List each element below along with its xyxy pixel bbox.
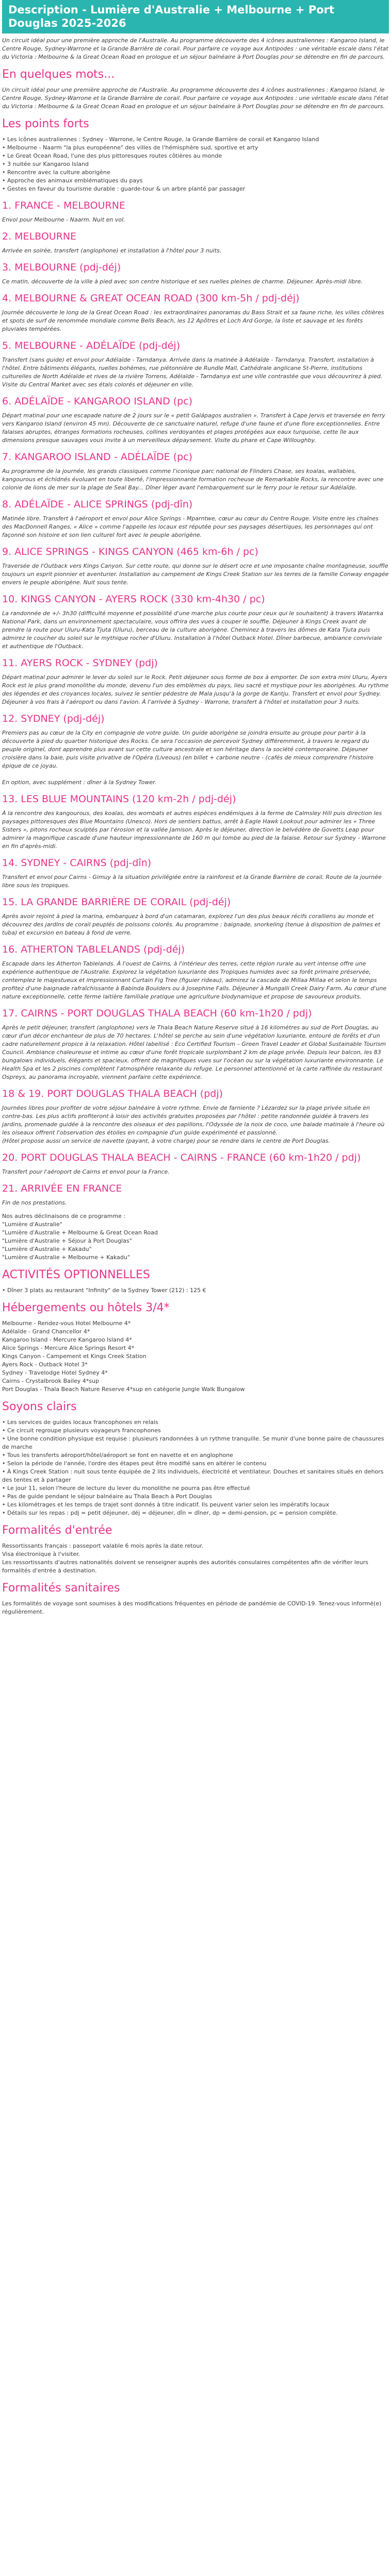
- day-text: Arrivée en soirée, transfert (anglophone) et installation à l'hôtel pour 3 nuits.: [2, 247, 222, 254]
- declinaison-line: "Lumière d'Australie + Melbourne + Kakadu": [2, 1254, 130, 1261]
- day-text: Premiers pas au cœur de la City en compagnie de votre guide. Un guide aborigène se joindra ensuite au groupe pour partir à la découverte à pied du quartier historique des Rocks. Ce sera l'occasion de percevoir Sydney différemment, à travers le regard du peuple originel, dont apprendre plus avant sur cette culture ancestrale et son héritage dans la société contemporaine. Déjeuner croisière dans la baie, puis visite privative de l'Opéra (Liveous) (en billet + carbone neutre - (cafés de mieux comprendre l'histoire épique de ce joyau. En option, avec supplément : dîner à la Sydney Tower.: [2, 730, 373, 786]
- hebergement-line: Adélaïde - Grand Chancellor 4*: [2, 1328, 90, 1335]
- declinaisons-intro: Nos autres déclinaisons de ce programme :: [2, 1213, 126, 1219]
- list-item: • Ce circuit regroupe plusieurs voyageurs francophones: [2, 1427, 389, 1435]
- declinaison-line: "Lumière d'Australie": [2, 1221, 62, 1228]
- day-heading: 4. MELBOURNE & GREAT OCEAN ROAD (300 km-5h / pdj-déj): [2, 293, 300, 304]
- declinaison-line: "Lumière d'Australie + Melbourne & Great Ocean Road: [2, 1229, 158, 1236]
- section-heading-soyons-clairs: Soyons clairs: [2, 1400, 77, 1413]
- list-item: • Les icônes australiennes : Sydney - Warrone, le Centre Rouge, la Grande Barrière de corail et Kangaroo Island: [2, 135, 389, 144]
- list-item: • À Kings Creek Station : nuit sous tente équipée de 2 lits individuels, électricité et ventilateur. Douches et sanitaires situés en dehors des tentes et à partager: [2, 1468, 389, 1484]
- list-item: • Gestes en faveur du tourisme durable : guarde-tour & un arbre planté par passager: [2, 185, 389, 193]
- formalites-block: [2, 1542, 389, 1575]
- day-heading: 15. LA GRANDE BARRIÈRE DE CORAIL (pdj-déj): [2, 896, 231, 908]
- day-heading: 14. SYDNEY - CAIRNS (pdj-dîn): [2, 857, 152, 869]
- day-text: Départ matinal pour admirer le lever du soleil sur le Rock. Petit déjeuner sous forme de box à emporter. De son extra mini Uluru, Ayers Rock est le plus grand monolithe du monde, devenu l'un des emblèmes du pays, lieu sacré et mystique pour les aborigènes. Au rythme des légendes et des croyances locales, suivez le sentier pédestre de Mala jusqu'à la gorge de Kantju. Transfert et envol pour Sydney. Déjeuner à vos frais à l'aéroport ou dans l'avion. À l'arrivée à Sydney - Warrone, transfert à l'hôtel et installation pour 3 nuits.: [2, 674, 389, 705]
- section-heading-points-forts: Les points forts: [2, 117, 89, 130]
- declinaison-line: "Lumière d'Australie + Séjour à Port Douglas": [2, 1238, 132, 1244]
- soyons-clairs-list: [2, 1418, 389, 1517]
- list-item: • Tous les transferts aéroport/hôtel/aéroport se font en navette et en anglophone: [2, 1451, 389, 1460]
- day-heading: 11. AYERS ROCK - SYDNEY (pdj): [2, 657, 158, 669]
- hebergements-list: [2, 1319, 389, 1394]
- day-heading: 16. ATHERTON TABLELANDS (pdj-déj): [2, 944, 185, 955]
- formalite-line: Les ressortissants d'autres nationalités doivent se renseigner auprès des autorités consulaires compétentes afin de vérifier leurs formalités d'entrée à destination.: [2, 1559, 368, 1574]
- list-item: • 3 nuitée sur Kangaroo Island: [2, 160, 389, 168]
- day-text: Fin de nos prestations.: [2, 1199, 67, 1206]
- day-heading: 9. ALICE SPRINGS - KINGS CANYON (465 km-6h / pc): [2, 546, 258, 557]
- day-text: Départ matinal pour une escapade nature de 2 jours sur le « petit Galápagos australien ». Transfert à Cape Jervis et traversée en ferry vers Kangaroo Island (environ 45 mn). Découverte de ce sanctuaire naturel, refuge d'une faune et d'une flore exceptionnelles. Entre falaises abruptes, étranges formations rocheuses, collines verdoyantes et plages protégées aux eaux turquoise, cette île aux dimensions presque sauvages vous invite à un merveilleux dépaysement. Visite du phare et Cape Willoughby.: [2, 412, 385, 444]
- hebergement-line: Kangaroo Island - Mercure Kangaroo Island 4*: [2, 1336, 132, 1343]
- hebergement-line: Melbourne - Rendez-vous Hotel Melbourne 4*: [2, 1320, 131, 1327]
- list-item: • Une bonne condition physique est requise : plusieurs randonnées à un rythme tranquille. Se munir d'une bonne paire de chaussures de marche: [2, 1435, 389, 1451]
- itinerary: [2, 199, 389, 1207]
- day-heading: 12. SYDNEY (pdj-déj): [2, 713, 105, 724]
- list-item: • Melbourne - Naarm "la plus européenne" des villes de l'hémisphère sud, sportive et arty: [2, 144, 389, 152]
- day-text: Envol pour Melbourne - Naarm. Nuit en vol.: [2, 216, 125, 223]
- formalite-line: Visa électronique à l'visiter.: [2, 1551, 80, 1557]
- hebergement-line: Sydney - Travelodge Hotel Sydney 4*: [2, 1369, 108, 1376]
- day-text: Transfert pour l'aéroport de Cairns et envol pour la France.: [2, 1168, 170, 1175]
- sanitaires-text: Les formalités de voyage sont soumises à des modifications fréquentes en période de pandémie de COVID-19. Tenez-vous informé(e) régulièrement.: [2, 1600, 382, 1615]
- day-text: Traversée de l'Outback vers Kings Canyon. Sur cette route, qui donne sur le désert ocre et une imposante chaîne montagneuse, souffle toujours un esprit pionnier et aventurier. Installation au campement de Kings Creek Station sur les terres de la famille Conway engagée envers le peuple aborigène. Nuit sous tente.: [2, 563, 389, 586]
- list-item: • Le jour 11, selon l'heure de lecture du lever du monolithe ne pourra pas être effectué: [2, 1484, 389, 1493]
- day-text: À la rencontre des kangourous, des koalas, des wombats et autres espèces endémiques à la ferme de Calmsley Hill puis direction les paysages pittoresques des Blue Mountains (Unesco). Hors de sentiers battus, arrêt à Eagle Hawk Lookout pour admirer les « Three Sisters », pitons rocheux sculptés par l'érosion et la vallée Jamison. Après le déjeuner, direction le belvédère de Govetts Leap pour admirer la magnifique cascade d'une hauteur impressionnante de 160 m qui tombe au pied de la falaise. Retour sur Sydney - Warrone en fin d'après-midi.: [2, 810, 386, 850]
- day-heading: 20. PORT DOUGLAS THALA BEACH - CAIRNS - FRANCE (60 km-1h20 / pdj): [2, 1152, 361, 1163]
- hebergement-line: Port Douglas - Thala Beach Nature Reserve 4*sup en catégorie Jungle Walk Bungalow: [2, 1386, 245, 1393]
- day-text: Après avoir rejoint à pied la marina, embarquez à bord d'un catamaran, explorez l'un des plus beaux récifs coralliens au monde et découvrez des jardins de corail peuplés de poissons colorés. Au programme : baignade, snorkeling (tenue à disposition de palmes et tuba) et excursion en bateau à fond de verre.: [2, 913, 381, 936]
- quelques-mots-text: Un circuit idéal pour une première approche de l'Australie. Au programme découverte des 4 icônes australiennes : Kangaroo Island, le Centre Rouge, Sydney-Warrone et la Grande Barrière de corail. Pour parfaire ce voyage aux Antipodes : une véritable escale dans l'état du Victoria : Melbourne & la Great Ocean Road en prologue et un séjour balnéaire à Port Douglas pour se détendre en fin de parcours.: [2, 87, 388, 110]
- day-text: Journées libres pour profiter de votre séjour balnéaire à votre rythme. Envie de farniente ? Lézardez sur la plage privée située en contre-bas. Les plus actifs profiteront à loisir des activités gratuites proposées par l'hôtel : petite randonnée guidée à travers les jardins, promenade guidée à la rencontre des oiseaux et des papillons, l'Odyssée de la noix de coco, une balade matinale à l'heure où les oiseaux offrent l'observation des étoiles en compagnie d'un guide expérimenté et passionné. (Hôtel propose aussi un service de navette (payant, à votre charge) pour se rendre dans le centre de Port Douglas.: [2, 1105, 385, 1144]
- day-text: Au programme de la journée, les grands classiques comme l'iconique parc national de Flinders Chase, ses koalas, wallabies, kangourous et échidnés évoluant en toute liberté, l'impressionnante formation rocheuse de Remarkable Rocks, la rencontre avec une colonie de lions de mer sur la plage de Seal Bay... Dîner léger avant l'embarquement sur le ferry pour le retour sur Adélaïde.: [2, 468, 384, 491]
- hebergement-line: Alice Springs - Mercure Alice Springs Resort 4*: [2, 1345, 135, 1351]
- day-text: Ce matin, découverte de la ville à pied avec son centre historique et ses ruelles pleines de charme. Déjeuner. Après-midi libre.: [2, 278, 363, 285]
- formalite-line: Ressortissants français : passeport valable 6 mois après la date retour.: [2, 1543, 204, 1549]
- day-text: Escapade dans les Atherton Tablelands. À l'ouest de Cairns, à l'intérieur des terres, cette région rurale au vert intense offre une expérience authentique de l'Australie. Explorez la végétation luxuriante des Tropiques humides avec sa forêt primaire préservée, contemplez le majestueux et impressionnant Curtain Fig Tree (figuier rideau), admirez la cascade de Millaa Millaa et selon le temps profitez d'une baignade rafraîchissante à Babinda Boulders ou à Josephine Falls. Déjeuner à Mungalli Creek Dairy Farm. Au cœur d'une nature exceptionnelle, cette ferme laitière familiale pratique une agriculture biodynamique et propose de savoureux produits.: [2, 960, 387, 1000]
- section-heading-hebergements: Hébergements ou hôtels 3/4*: [2, 1301, 170, 1314]
- day-heading: 2. MELBOURNE: [2, 231, 77, 242]
- hebergement-line: Ayers Rock - Outback Hotel 3*: [2, 1361, 88, 1368]
- day-text: Transfert et envol pour Cairns - Gimuy à la situation privilégiée entre la rainforest et la Grande Barrière de corail. Route de la journée libre sous les tropiques.: [2, 874, 382, 889]
- activites-list: [2, 1286, 389, 1295]
- section-heading-activites: ACTIVITÉS OPTIONNELLES: [2, 1268, 150, 1281]
- intro-text: Un circuit idéal pour une première approche de l'Australie. Au programme découverte des 4 icônes australiennes : Kangaroo Island, le Centre Rouge, Sydney-Warrone et la Grande Barrière de corail. Pour parfaire ce voyage aux Antipodes : une véritable escale dans l'état du Victoria : Melbourne & la Great Ocean Road en prologue et un séjour balnéaire à Port Douglas pour se détendre en fin de parcours.: [2, 37, 388, 60]
- day-heading: 3. MELBOURNE (pdj-déj): [2, 262, 121, 273]
- list-item: • Selon la période de l'année, l'ordre des étapes peut être modifié sans en altérer le contenu: [2, 1460, 389, 1468]
- section-heading-quelques-mots: En quelques mots...: [2, 68, 115, 81]
- day-heading: 1. FRANCE - MELBOURNE: [2, 200, 125, 211]
- day-heading: 5. MELBOURNE - ADÉLAÏDE (pdj-déj): [2, 340, 181, 351]
- list-item: • Dîner 3 plats au restaurant "Infinity" de la Sydney Tower (212) : 125 €: [2, 1286, 389, 1295]
- list-item: • Rencontre avec la culture aborigène: [2, 168, 389, 177]
- list-item: • Les services de guides locaux francophones en relais: [2, 1418, 389, 1427]
- day-text: La randonnée de +/- 3h30 (difficulté moyenne et possibilité d'une marche plus courte pour ceux qui le souhaitent) à travers Watarrka National Park, dans un environnement spectaculaire, vous offrira des vues à couper le souffle. Déjeuner à Kings Creek avant de prendre la route pour Uluru-Kata Tjuta (Uluru), berceau de la culture aborigène. Cheminez à travers les dômes de Kata Tjuta puis admirez le coucher du soleil sur le mythique rocher d'Uluru. Installation à l'hôtel Outback Hotel. Dîner barbecue, ambiance conviviale et authentique de l'Outback.: [2, 610, 384, 650]
- declinaisons-block: [2, 1212, 389, 1262]
- day-text: Matinée libre. Transfert à l'aéroport et envol pour Alice Springs - Mparntwe, cœur au cœur du Centre Rouge. Visite entre les chaînes des MacDonnell Ranges, « Alice » comme l'appelle les locaux est réputée pour ses paysages désertiques, les personnages qui ont façonné son histoire et son lien culturel fort avec le peuple aborigène.: [2, 515, 379, 538]
- day-text: Après le petit déjeuner, transfert (anglophone) vers le Thala Beach Nature Reserve situé à 16 kilomètres au sud de Port Douglas, au cœur d'un décor enchanteur de plus de 70 hectares. L'hôtel se perche au sein d'une végétation luxuriante, entouré de forêts et d'un cadre naturellement propice à la relaxation. Hôtel labellisé : Eco Certified Tourism – Green Travel Leader et Global Sustainable Tourism Council. Ambiance chaleureuse et intime au cœur d'une forêt tropicale surplombant 2 km de plage privée. Depuis leur balcon, les 83 bungalows individuels, élégants et spacieux, offrent de magnifiques vues sur l'océan ou sur la végétation luxuriante environnante. Le Health Spa et les 2 piscines complètent l'atmosphère relaxante du refuge. Le personnel attentionné et la carte raffinée du restaurant Ospreys, au panorama incroyable, viennent parfaire cette expérience.: [2, 1024, 386, 1080]
- page-title: Description - Lumière d'Australie + Melbourne + Port Douglas 2025-2026: [2, 0, 389, 33]
- day-heading: 13. LES BLUE MOUNTAINS (120 km-2h / pdj-déj): [2, 793, 236, 805]
- section-heading-formalites: Formalités d'entrée: [2, 1524, 112, 1537]
- day-heading: 17. CAIRNS - PORT DOUGLAS THALA BEACH (60 km-1h20 / pdj): [2, 1008, 312, 1019]
- section-heading-sanitaires: Formalités sanitaires: [2, 1582, 120, 1595]
- list-item: • Détails sur les repas : pdj = petit déjeuner, déj = déjeuner, dîn = dîner, dp = demi-pension, pc = pension complète.: [2, 1509, 389, 1517]
- list-item: • Approche des animaux emblématiques du pays: [2, 177, 389, 185]
- day-heading: 21. ARRIVÉE EN FRANCE: [2, 1183, 122, 1194]
- points-forts-list: [2, 135, 389, 193]
- declinaison-line: "Lumière d'Australie + Kakadu": [2, 1246, 92, 1252]
- day-text: Journée découverte le long de la Great Ocean Road : les extraordinaires panoramas du Bass Strait et sa faune riche, les villes côtières et spots de surf de renommée mondiale comme Bells Beach, les 12 Apôtres et Loch Ard Gorge, la liste et sauvage et les forêts pluviales tempérées.: [2, 309, 384, 332]
- list-item: • Le Great Ocean Road, l'une des plus pittoresques routes côtières au monde: [2, 152, 389, 160]
- day-text: Transfert (sans guide) et envol pour Adélaïde - Tarndanya. Arrivée dans la matinée à Adélaïde - Tarndanya. Transfert, installation à l'hôtel. Entre bâtiments élégants, ruelles bohèmes, rue piétonnière de Rundle Mall, Cathédrale anglicane St-Pierre, institutions culturelles de North Adélaïde et rives de la rivière Torrens, Adélaïde - Tarndanya est une ville contrastée que vous découvrirez à pied. Visite du Central Market avec ses étals colorés et déjeuner en ville.: [2, 357, 383, 388]
- list-item: • Les kilométrages et les temps de trajet sont donnés à titre indicatif. Ils peuvent varier selon les impératifs locaux: [2, 1501, 389, 1509]
- hebergement-line: Kings Canyon - Campement et Kings Creek Station: [2, 1353, 146, 1360]
- day-heading: 6. ADÉLAÏDE - KANGAROO ISLAND (pc): [2, 396, 193, 407]
- day-heading: 18 & 19. PORT DOUGLAS THALA BEACH (pdj): [2, 1088, 223, 1099]
- day-heading: 8. ADÉLAÏDE - ALICE SPRINGS (pdj-dîn): [2, 499, 193, 510]
- day-heading: 7. KANGAROO ISLAND - ADÉLAÏDE (pc): [2, 451, 193, 463]
- hebergement-line: Cairns - Crystalbrook Bailey 4*sup: [2, 1378, 99, 1384]
- day-heading: 10. KINGS CANYON - AYERS ROCK (330 km-4h30 / pc): [2, 594, 265, 605]
- list-item: • Pas de guide pendant le séjour balnéaire au Thala Beach à Port Douglas: [2, 1493, 389, 1501]
